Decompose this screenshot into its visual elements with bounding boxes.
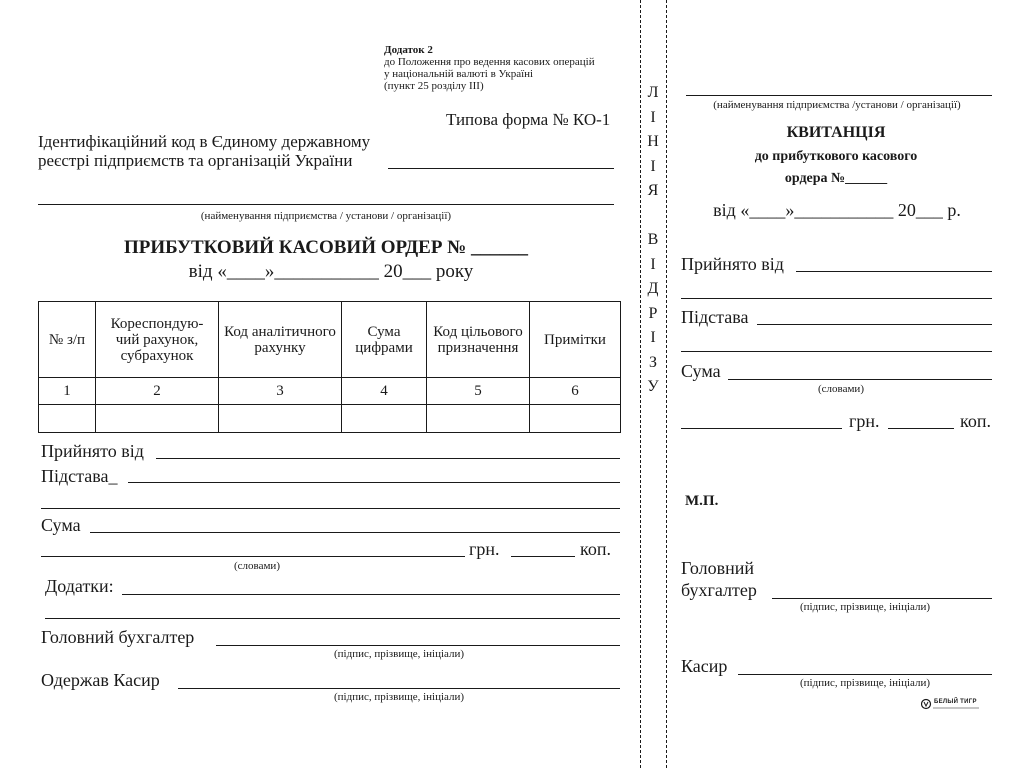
table-entry-row[interactable] [39,405,621,433]
basis-label: Підстава_ [41,466,118,486]
cut-letter: Л [647,84,659,101]
receipt-kop-label: коп. [960,411,991,431]
col-number: 1 [39,378,96,405]
col-number: 4 [342,378,427,405]
appendix-line3: (пункт 25 розділу ІІІ) [384,80,484,92]
chief-accountant-field[interactable] [216,645,620,646]
header-sum: Сума цифрами [342,302,427,378]
receipt-chief-label-2: бухгалтер [681,580,757,600]
received-from-label: Прийнято від [41,441,144,461]
receipt-basis-label: Підстава [681,307,749,327]
cut-letter: Р [648,304,658,322]
publisher-logo-text: БЕЛЫЙ ТИГР [934,699,977,705]
receipt-received-label: Прийнято від [681,254,784,274]
receipt-chief-label-1: Головний [681,558,754,578]
entry-cell[interactable] [342,405,427,433]
header-number: № з/п [39,302,96,378]
chief-signature-caption: (підпис, прізвище, ініціали) [334,648,465,660]
sum-label: Сума [41,515,81,535]
id-code-line1: Ідентифікаційний код в Єдиному державному [38,132,371,151]
appendix-title: Додаток 2 [384,44,433,56]
org-name-caption: (найменування підприємства / установи / організації) [200,210,452,222]
header-purpose-code: Код цільового призначення [427,302,530,378]
table-number-row [39,378,621,405]
receipt-org-field[interactable] [686,95,992,96]
kop-label: коп. [580,539,611,559]
receipt-cashier-label: Касир [681,656,728,676]
receipt-date: від «____»___________ 20___ р. [713,200,961,220]
org-name-field[interactable] [38,204,614,205]
receipt-chief-caption: (підпис, прізвище, ініціали) [800,601,931,613]
col-number: 3 [219,378,342,405]
receipt-received-field[interactable] [796,271,992,272]
attachments-label: Додатки: [45,576,114,596]
cashier-signature-caption: (підпис, прізвище, ініціали) [334,691,465,703]
receipt-chief-field[interactable] [772,598,992,599]
receipt-kop-field[interactable] [888,428,954,429]
id-code-line2: реєстрі підприємств та організацій України [38,151,353,170]
cut-letter: З [648,353,657,371]
appendix-line2: у національній валюті в Україні [384,68,534,80]
attachments-field[interactable] [122,594,620,595]
order-title: ПРИБУТКОВИЙ КАСОВИЙ ОРДЕР № ______ [123,237,529,258]
entry-cell[interactable] [427,405,530,433]
receipt-cashier-caption: (підпис, прізвище, ініціали) [800,677,931,689]
table-header-row [39,302,621,378]
entry-cell[interactable] [530,405,621,433]
order-table [38,301,621,433]
receipt-subtitle2: ордера №______ [784,171,888,186]
receipt-basis-field[interactable] [757,324,992,325]
receipt-cashier-field[interactable] [738,674,992,675]
receipt-basis-field-2[interactable] [681,351,992,352]
cashier-field[interactable] [178,688,620,689]
receipt-subtitle1: до прибуткового касового [754,149,918,164]
basis-field[interactable] [128,482,620,483]
form-type: Типова форма № КО-1 [446,110,611,129]
cut-line-label [641,81,665,400]
grn-label: грн. [469,539,500,559]
chief-accountant-label: Головний бухгалтер [41,627,195,647]
receipt-org-caption: (найменування підприємства /установи / організації) [713,99,961,111]
sum-field[interactable] [90,532,620,533]
appendix-line1: до Положення про ведення касових операцій [384,56,595,68]
id-code-field[interactable] [388,168,614,169]
receipt-sum-field[interactable] [728,379,992,380]
order-date: від «____»___________ 20___ року [188,261,474,282]
cut-letter: Н [647,133,659,150]
entry-cell[interactable] [39,405,96,433]
receipt-in-words-caption: (словами) [818,383,864,395]
sum-words-field[interactable] [41,556,465,557]
kop-field[interactable] [511,556,575,557]
cut-letter: І [650,255,656,273]
header-corr-account: Кореспондую- чий рахунок, субрахунок [96,302,219,378]
receipt-sum-label: Сума [681,361,721,381]
cut-letter: Я [647,182,659,199]
cut-letter: В [647,231,659,248]
entry-cell[interactable] [96,405,219,433]
stamp-label: М.П. [685,493,719,509]
header-notes: Примітки [530,302,621,378]
cut-line-right [666,0,667,768]
receipt-grn-label: грн. [849,411,880,431]
basis-field-2[interactable] [41,508,620,509]
cut-letter: І [650,157,656,175]
attachments-field-2[interactable] [45,618,620,619]
entry-cell[interactable] [219,405,342,433]
cut-letter: І [650,329,656,346]
receipt-title: КВИТАНЦІЯ [786,124,886,141]
receipt-received-field-2[interactable] [681,298,992,299]
received-from-field[interactable] [156,458,620,459]
receipt-grn-field[interactable] [681,428,842,429]
cashier-label: Одержав Касир [41,670,160,690]
cut-letter [641,204,665,229]
in-words-caption: (словами) [234,560,280,572]
cut-letter: У [647,378,659,395]
cut-letter: Д [647,280,659,297]
col-number: 2 [96,378,219,405]
col-number: 6 [530,378,621,405]
col-number: 5 [427,378,530,405]
header-analytic-code: Код аналітичного рахунку [219,302,342,378]
cut-letter: І [650,108,656,126]
